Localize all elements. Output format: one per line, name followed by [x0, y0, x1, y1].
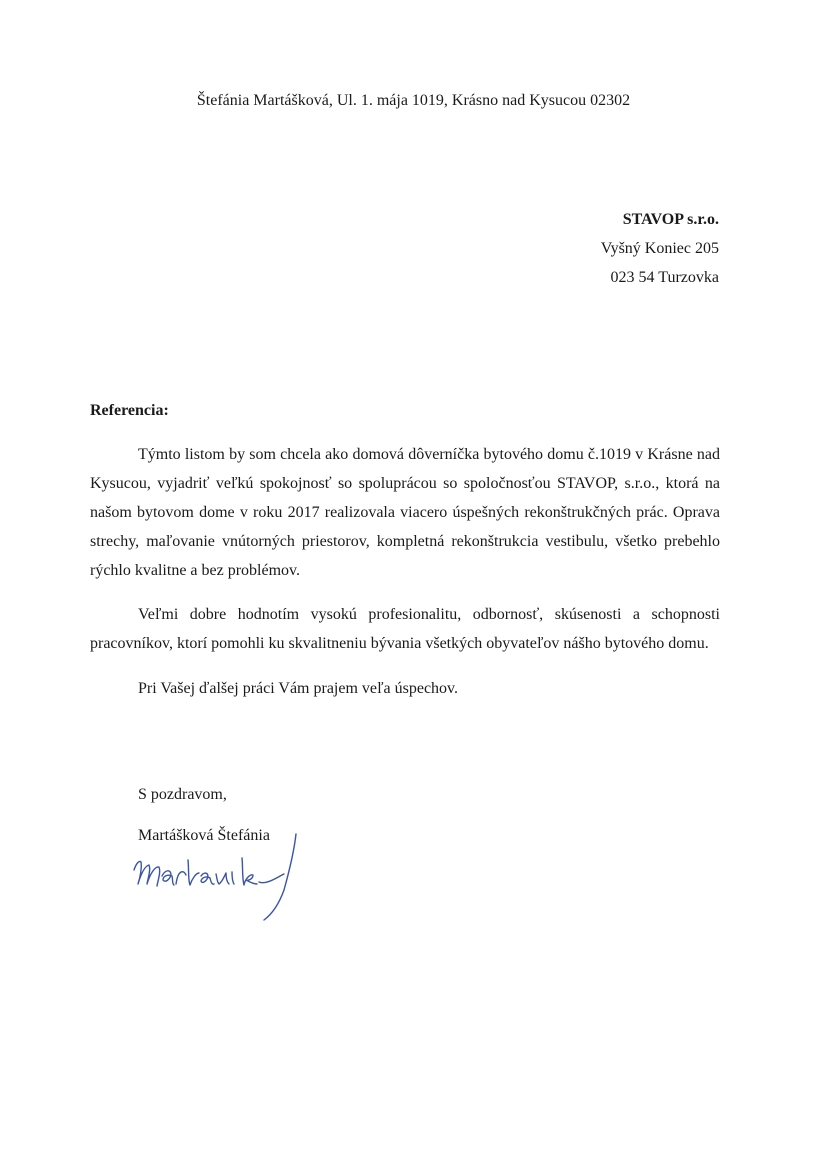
closing-greeting: S pozdravom,	[138, 786, 227, 803]
recipient-city: 023 54 Turzovka	[610, 269, 719, 286]
letter-subject: Referencia:	[90, 402, 169, 419]
body-paragraph-2: Veľmi dobre hodnotím vysokú profesionalitu, odbornosť, skúsenosti a schopnosti pracovníkov, ktorí pomohli ku skvalitneniu bývania všetkých obyvateľov nášho bytového domu.	[90, 606, 720, 652]
signatory-name: Martášková Štefánia	[138, 827, 270, 844]
recipient-company: STAVOP s.r.o.	[622, 211, 719, 228]
handwritten-signature	[126, 832, 316, 922]
sender-address: Štefánia Martášková, Ul. 1. mája 1019, Krásno nad Kysucou 02302	[196, 92, 631, 109]
body-paragraph-3: Pri Vašej ďalšej práci Vám prajem veľa úspechov.	[138, 680, 459, 697]
body-paragraph-1: Týmto listom by som chcela ako domová dôverníčka bytového domu č.1019 v Krásne nad Kysucou, vyjadriť veľkú spokojnosť so spoluprácou so spoločnosťou STAVOP, s.r.o., ktorá na našom bytovom dome v roku 2017 realizovala viacero úspešných rekonštrukčných prác. Oprava strechy, maľovanie vnútorných priestorov, kompletná rekonštrukcia vestibulu, všetko prebehlo rýchlo kvalitne a bez problémov.	[90, 446, 720, 579]
letter-body	[90, 440, 720, 703]
recipient-address-block	[601, 205, 719, 292]
recipient-street: Vyšný Koniec 205	[600, 240, 719, 257]
